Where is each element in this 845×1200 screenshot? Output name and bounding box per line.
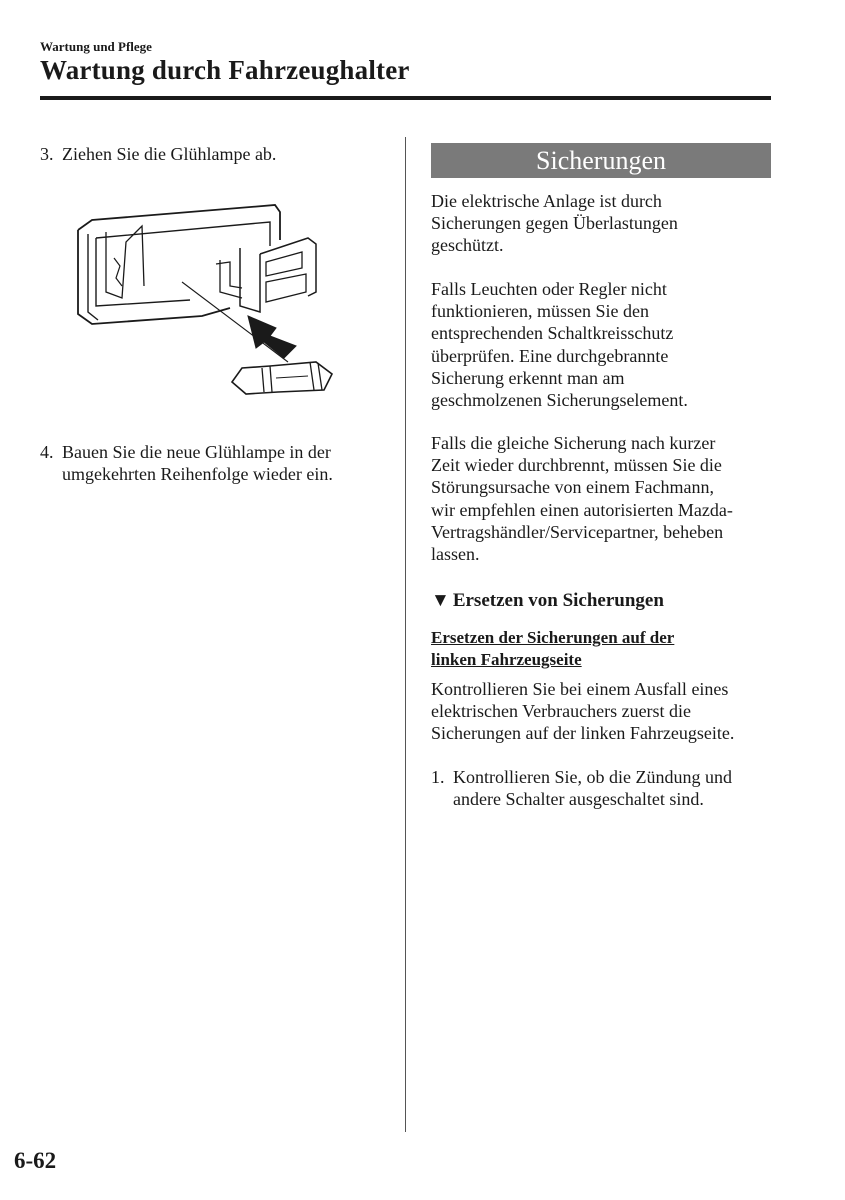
step-number: 4. xyxy=(40,442,54,462)
step-text-line: Kontrollieren Sie, ob die Zündung und xyxy=(453,767,732,787)
page-title: Wartung durch Fahrzeughalter xyxy=(40,55,410,85)
paragraph-line: Falls Leuchten oder Regler nicht xyxy=(431,279,667,299)
paragraph-repeat-failure xyxy=(431,432,776,565)
step-text-line: andere Schalter ausgeschaltet sind. xyxy=(453,789,704,809)
paragraph-line: Die elektrische Anlage ist durch xyxy=(431,191,662,211)
paragraph-line: Sicherungen gegen Überlastungen xyxy=(431,213,678,234)
step-number: 1. xyxy=(431,767,445,787)
column-divider xyxy=(405,137,406,1132)
paragraph-line: elektrischen Verbrauchers zuerst die xyxy=(431,701,692,722)
paragraph-line: funktionieren, müssen Sie den xyxy=(431,301,649,322)
paragraph-check-left-side xyxy=(431,678,776,745)
paragraph-line: Sicherung erkennt man am xyxy=(431,367,625,388)
paragraph-line: Sicherungen auf der linken Fahrzeugseite. xyxy=(431,723,735,744)
subheading-text: Ersetzen von Sicherungen xyxy=(452,590,664,611)
subheading-ersetzen xyxy=(431,590,664,612)
step-text: Ziehen Sie die Glühlampe ab. xyxy=(62,144,277,164)
paragraph-line: überprüfen. Eine durchgebrannte xyxy=(431,345,669,366)
paragraph-line: Kontrollieren Sie bei einem Ausfall eines xyxy=(431,679,729,699)
title-divider xyxy=(40,96,771,100)
paragraph-line: entsprechenden Schaltkreisschutz xyxy=(431,323,674,344)
paragraph-line: lassen. xyxy=(431,544,480,565)
paragraph-line: Störungsursache von einem Fachmann, xyxy=(431,477,714,498)
underlined-heading-line: linken Fahrzeugseite xyxy=(431,650,582,669)
paragraph-line: wir empfehlen einen autorisierten Mazda- xyxy=(431,499,733,520)
paragraph-line: geschmolzenen Sicherungselement. xyxy=(431,390,688,411)
step-text xyxy=(453,766,732,810)
underlined-heading xyxy=(431,627,674,671)
paragraph-line: Falls die gleiche Sicherung nach kurzer xyxy=(431,433,716,453)
bulb-removal-illustration-icon xyxy=(70,202,352,404)
page-number: 6-62 xyxy=(14,1148,57,1173)
section-label: Wartung und Pflege xyxy=(40,39,152,54)
section-header-sicherungen: Sicherungen xyxy=(431,143,771,178)
paragraph-line: Zeit wieder durchbrennt, müssen Sie die xyxy=(431,455,722,476)
paragraph-intro xyxy=(431,190,776,257)
underlined-heading-line: Ersetzen der Sicherungen auf der xyxy=(431,628,675,647)
step-number: 3. xyxy=(40,144,54,164)
paragraph-line: geschützt. xyxy=(431,235,504,256)
paragraph-malfunction xyxy=(431,278,776,411)
step-text-line: Bauen Sie die neue Glühlampe in der xyxy=(62,442,331,462)
triangle-marker-icon: ▼ xyxy=(431,590,450,611)
paragraph-line: Vertragshändler/Servicepartner, beheben xyxy=(431,521,724,542)
step-text-line: umgekehrten Reihenfolge wieder ein. xyxy=(62,464,333,484)
step-text xyxy=(62,441,333,485)
